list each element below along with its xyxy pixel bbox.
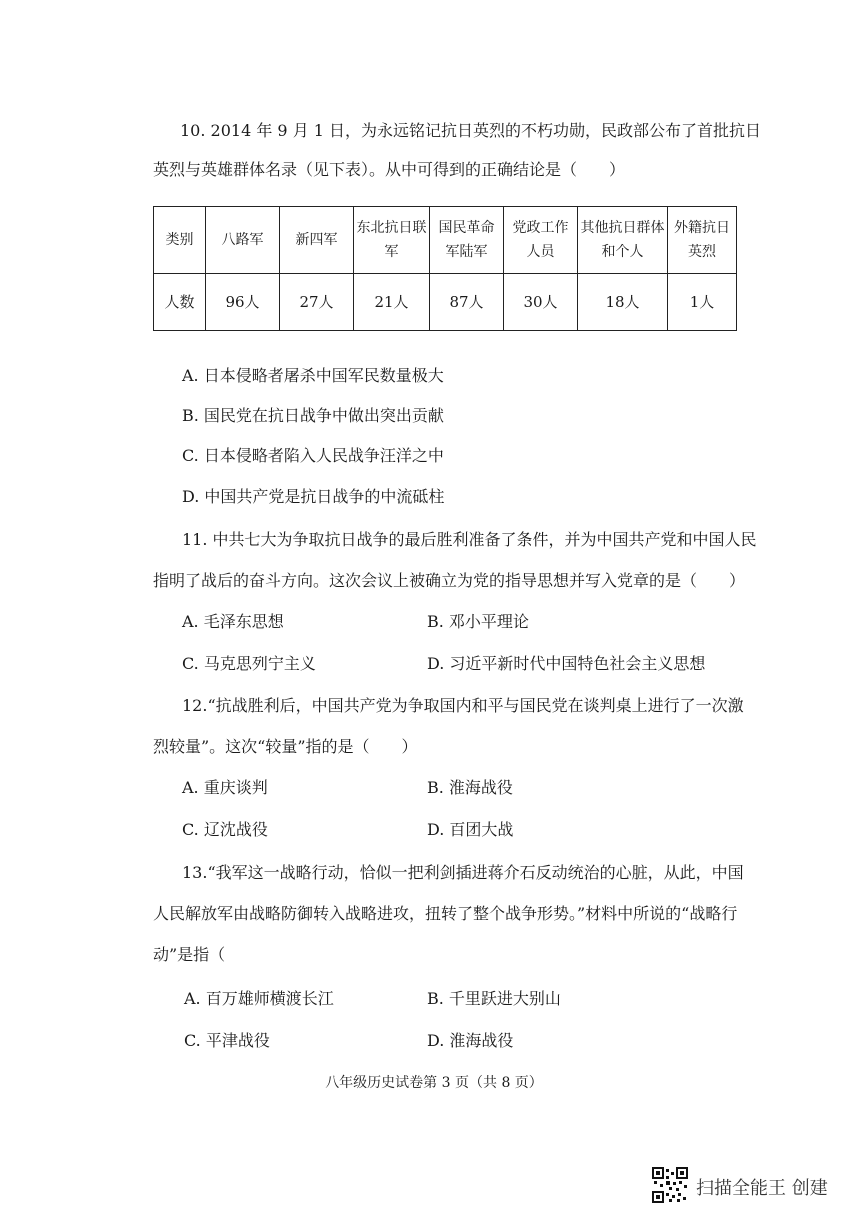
q12-line2: 烈较量”。这次“较量”指的是（ ） bbox=[153, 737, 418, 756]
q12-option-d: D. 百团大战 bbox=[427, 820, 514, 839]
q10-option-c: C. 日本侵略者陷入人民战争汪洋之中 bbox=[182, 446, 444, 465]
table-cell: 八路军 bbox=[206, 207, 280, 274]
table-cell: 其他抗日群体和个人 bbox=[578, 207, 668, 274]
q10-option-a: A. 日本侵略者屠杀中国军民数量极大 bbox=[182, 366, 444, 385]
q11-line1: 11. 中共七大为争取抗日战争的最后胜利准备了条件，并为中国共产党和中国人民 bbox=[182, 530, 757, 549]
q11-line2: 指明了战后的奋斗方向。这次会议上被确立为党的指导思想并写入党章的是（ ） bbox=[153, 571, 746, 590]
table-cell: 东北抗日联军 bbox=[354, 207, 430, 274]
table-cell: 96人 bbox=[206, 274, 280, 331]
table-cell: 新四军 bbox=[280, 207, 354, 274]
q12-line1: 12.“抗战胜利后，中国共产党为争取国内和平与国民党在谈判桌上进行了一次激 bbox=[182, 696, 744, 715]
q11-option-b: B. 邓小平理论 bbox=[427, 612, 529, 631]
table-cell: 类别 bbox=[154, 207, 206, 274]
q10-option-d: D. 中国共产党是抗日战争的中流砥柱 bbox=[182, 487, 445, 506]
table-cell: 党政工作人员 bbox=[504, 207, 578, 274]
q11-option-c: C. 马克思列宁主义 bbox=[182, 654, 316, 673]
q13-line2: 人民解放军由战略防御转入战略进攻，扭转了整个战争形势。”材料中所说的“战略行 bbox=[153, 904, 738, 923]
heroes-table bbox=[153, 206, 737, 331]
q12-option-a: A. 重庆谈判 bbox=[182, 778, 268, 797]
table-cell: 外籍抗日英烈 bbox=[668, 207, 737, 274]
table-cell: 30人 bbox=[504, 274, 578, 331]
table-cell: 18人 bbox=[578, 274, 668, 331]
q13-option-d: D. 淮海战役 bbox=[427, 1031, 514, 1050]
table-cell: 87人 bbox=[430, 274, 504, 331]
q13-option-c: C. 平津战役 bbox=[184, 1031, 270, 1050]
scanner-watermark: 扫描全能王 创建 bbox=[696, 1178, 828, 1199]
q12-option-c: C. 辽沈战役 bbox=[182, 820, 268, 839]
q10-line2: 英烈与英雄群体名录（见下表）。从中可得到的正确结论是（ ） bbox=[153, 160, 626, 179]
table-row bbox=[154, 274, 737, 331]
table-cell: 国民革命军陆军 bbox=[430, 207, 504, 274]
q12-option-b: B. 淮海战役 bbox=[427, 778, 513, 797]
q13-line1: 13.“我军这一战略行动，恰似一把利剑插进蒋介石反动统治的心脏，从此，中国 bbox=[182, 863, 744, 882]
page-footer: 八年级历史试卷第 3 页（共 8 页） bbox=[325, 1075, 543, 1091]
table-cell: 27人 bbox=[280, 274, 354, 331]
q10-option-b: B. 国民党在抗日战争中做出突出贡献 bbox=[182, 406, 444, 425]
table-cell: 1人 bbox=[668, 274, 737, 331]
q11-option-a: A. 毛泽东思想 bbox=[182, 612, 284, 631]
q13-option-a: A. 百万雄师横渡长江 bbox=[184, 989, 334, 1008]
q11-option-d: D. 习近平新时代中国特色社会主义思想 bbox=[427, 654, 706, 673]
qr-code-icon bbox=[652, 1167, 688, 1203]
q13-line3: 动”是指（ bbox=[153, 945, 226, 964]
table-header-row bbox=[154, 207, 737, 274]
table-cell: 人数 bbox=[154, 274, 206, 331]
table-cell: 21人 bbox=[354, 274, 430, 331]
q13-option-b: B. 千里跃进大别山 bbox=[427, 989, 561, 1008]
q10-line1: 10. 2014 年 9 月 1 日，为永远铭记抗日英烈的不朽功勋，民政部公布了首批抗日 bbox=[180, 121, 762, 140]
